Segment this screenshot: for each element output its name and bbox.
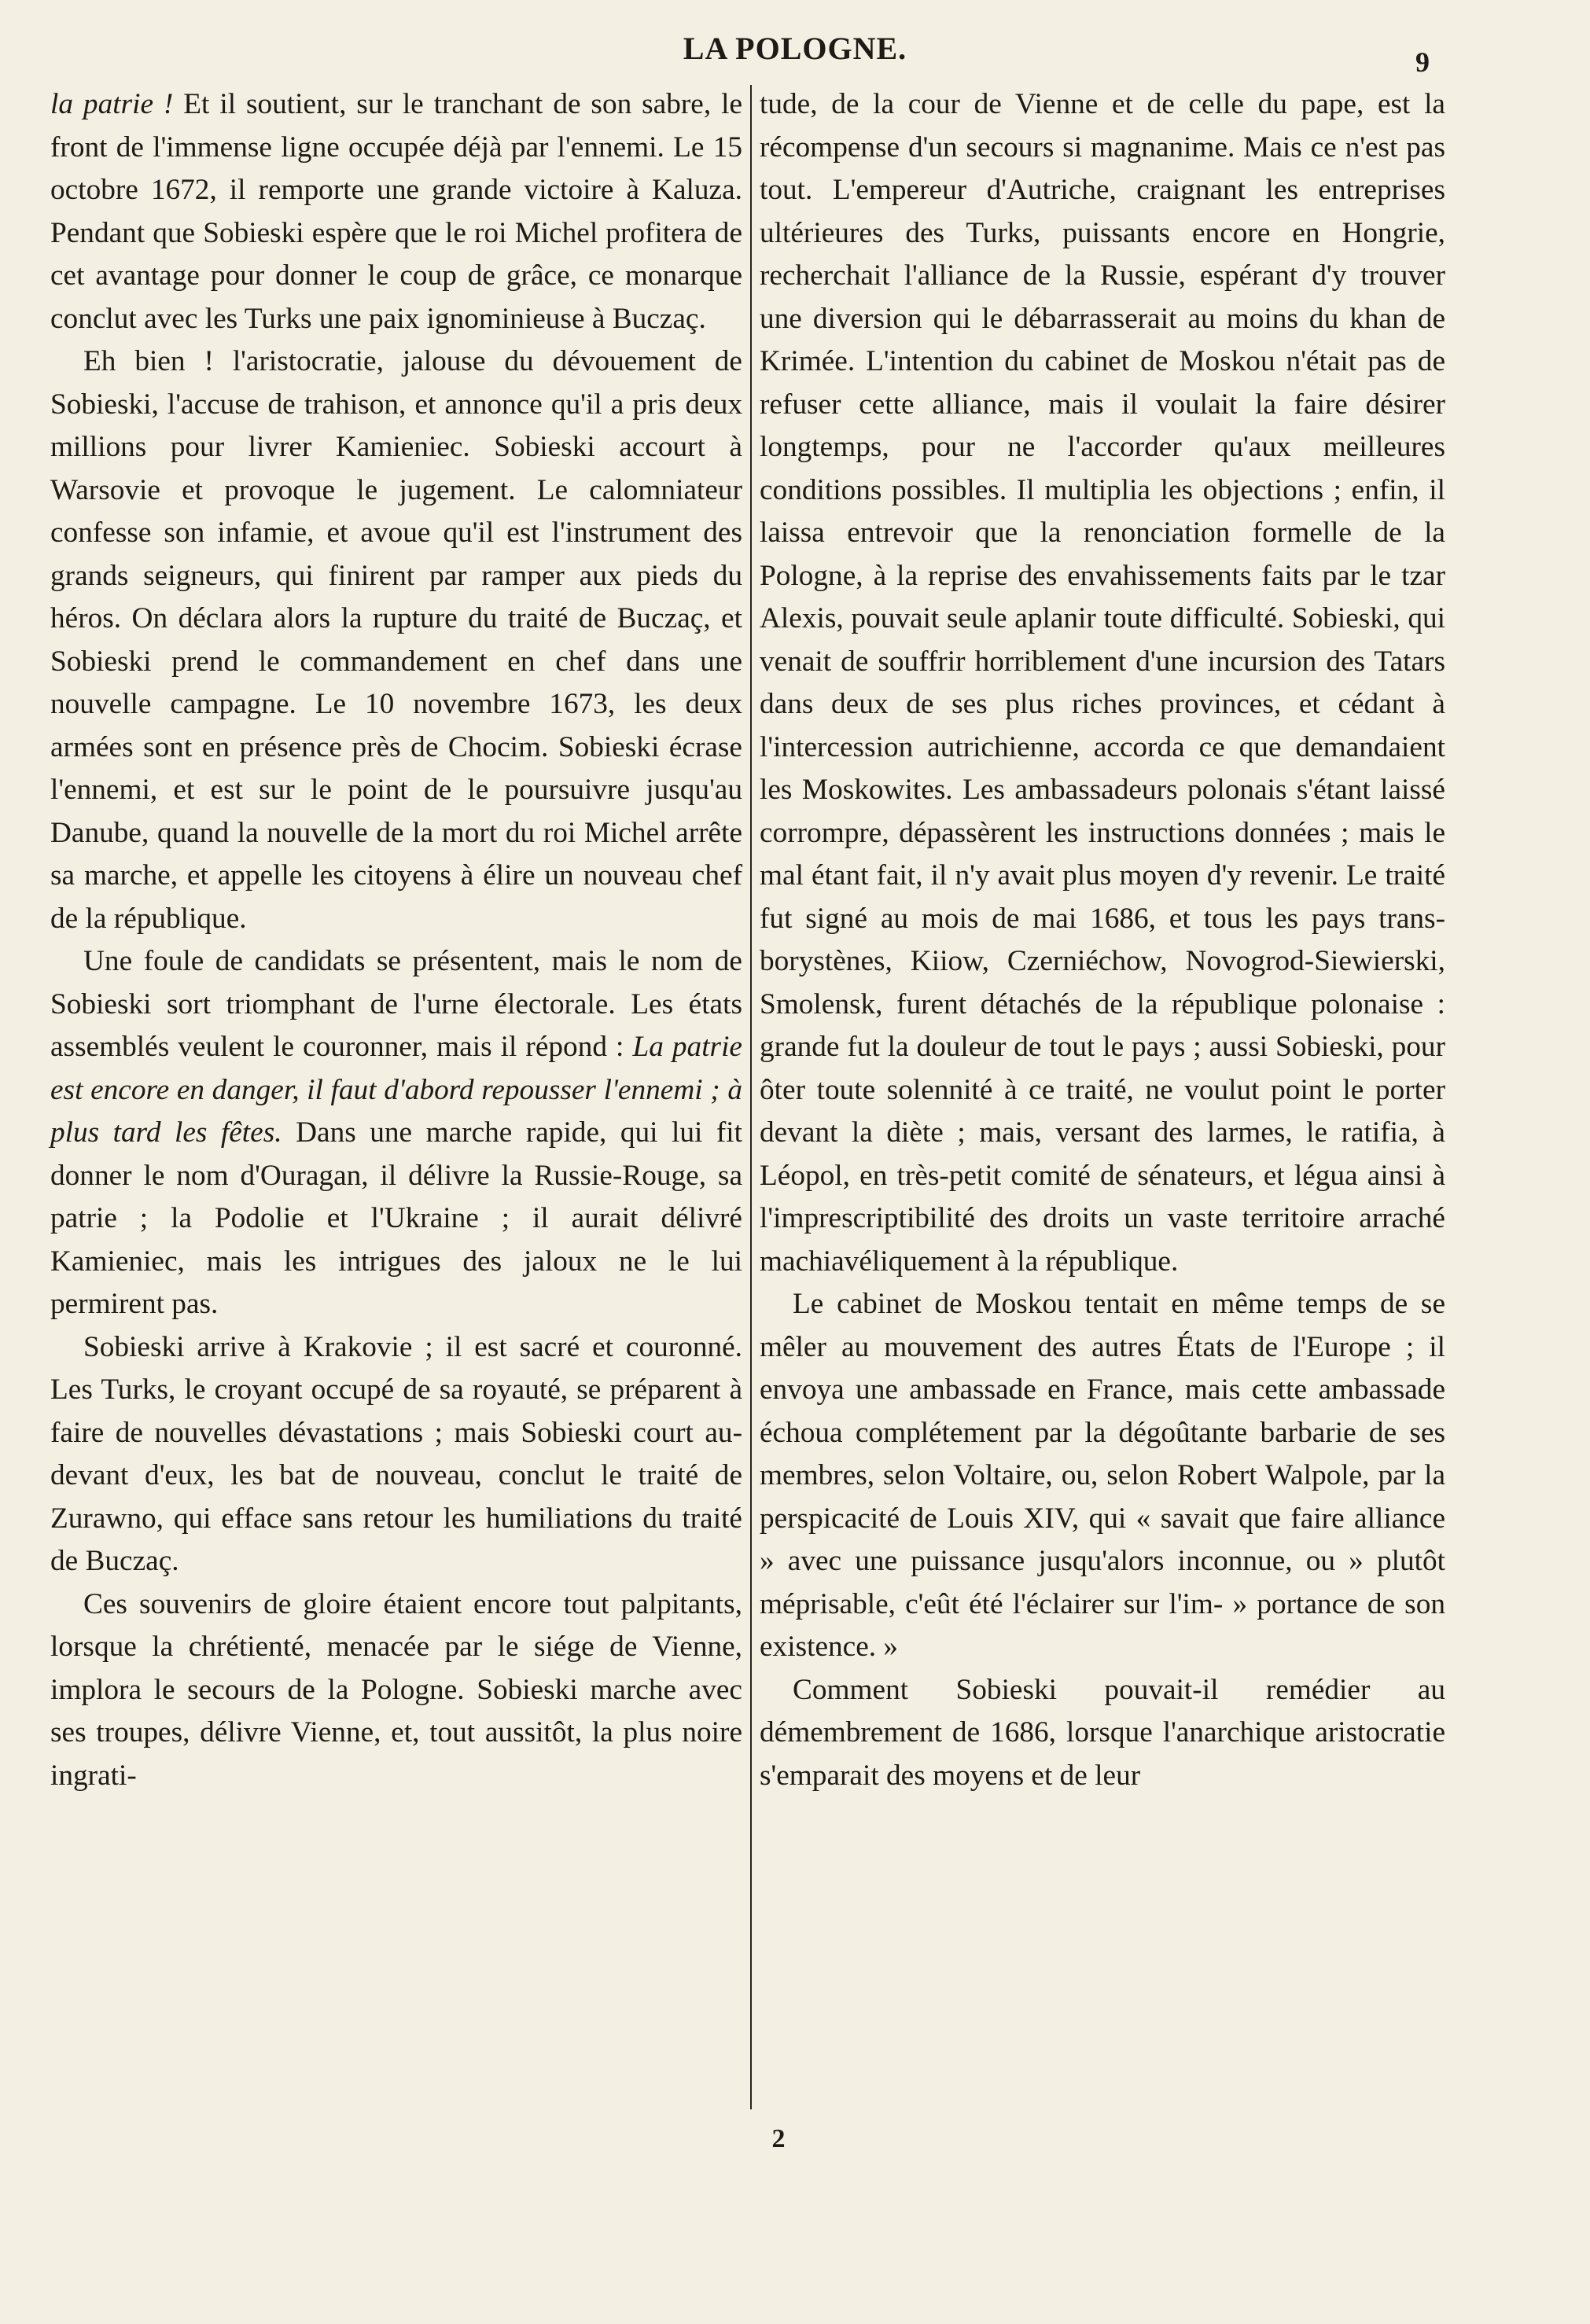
paragraph: Sobieski arrive à Krakovie ; il est sacré et couronné. Les Turks, le croyant occupé de sa royauté, se préparent à faire de nouvelles dévastations ; mais Sobieski court au-devant d'eux, les bat de nouveau, conclut le traité de Zurawno, qui efface sans retour les humiliations du traité de Buczaç. — [50, 1330, 742, 1577]
paragraph — [50, 940, 742, 1326]
running-head: LA POLOGNE. — [683, 31, 907, 66]
paragraph: Le cabinet de Moskou tentait en même temps de se mêler au mouvement des autres États de l'Europe ; il envoya une ambassade en France, mais cette ambassade échoua complétement par la dégoûtante barbarie de ses membres, selon Voltaire, ou, selon Robert Walpole, par la perspicacité de Louis XIV, qui « savait que faire alliance » avec une puissance jusqu'alors inconnue, ou » plutôt méprisable, c'eût été l'éclairer sur l'im- » portance de son existence. » — [760, 1288, 1445, 1663]
italic-quote: La patrie est encore en danger, il faut d'abord repousser l'ennemi ; à plus tard les fêtes. — [50, 1031, 742, 1149]
paragraph: tude, de la cour de Vienne et de celle du pape, est la récompense d'un secours si magnanime. Mais ce n'est pas tout. L'empereur d'Autriche, craignant les entreprises ultérieures des Turks, puissants encore en Hongrie, recherchait l'alliance de la Russie, espérant d'y trouver une diversion qui le débarrasserait au moins du khan de Krimée. L'intention du cabinet de Moskou n'était pas de refuser cette alliance, mais il voulait la faire désirer longtemps, pour ne l'accorder qu'aux meilleures conditions possibles. Il multiplia les objections ; enfin, il laissa entrevoir que la renonciation formelle de la Pologne, à la reprise des envahissements faits par le tzar Alexis, pouvait seule aplanir toute difficulté. Sobieski, qui venait de souffrir horriblement d'une incursion des Tatars dans deux de ses plus riches provinces, et cédant à l'intercession autrichienne, accorda ce que demandaient les Moskowites. Les ambassadeurs polonais s'étant laissé corrompre, dépassèrent les instructions données ; mais le mal étant fait, il n'y avait plus moyen d'y revenir. Le traité fut signé au mois de mai 1686, et tous les pays trans-borystènes, Kiiow, Czerniéchow, Novogrod-Siewierski, Smolensk, furent détachés de la république polonaise : grande fut la douleur de tout le pays ; aussi Sobieski, pour ôter toute solennité à ce traité, ne voulut point le porter devant la diète ; mais, versant des larmes, le ratifia, à Léopol, en très-petit comité de sénateurs, et légua ainsi à l'imprescriptibilité des droits un vaste territoire arraché machiavéliquement à la république. — [760, 88, 1445, 1278]
paragraph: Eh bien ! l'aristocratie, jalouse du dévouement de Sobieski, l'accuse de trahison, et annonce qu'il a pris deux millions pour livrer Kamieniec. Sobieski accourt à Warsovie et provoque le jugement. Le calomniateur confesse son infamie, et avoue qu'il est l'instrument des grands seigneurs, qui finirent par ramper aux pieds du héros. On déclara alors la rupture du traité de Buczaç, et Sobieski prend le commandement en chef dans une nouvelle campagne. Le 10 novembre 1673, les deux armées sont en présence près de Chocim. Sobieski écrase l'ennemi, et est sur le point de le poursuivre jusqu'au Danube, quand la nouvelle de la mort du roi Michel arrête sa marche, et appelle les citoyens à élire un nouveau chef de la république. — [50, 345, 742, 935]
paragraph-text: Dans une marche rapide, qui lui fit donner le nom d'Ouragan, il délivre la Russie-Rouge, sa patrie ; la Podolie et l'Ukraine ; il aurait délivré Kamieniec, mais les intrigues des jaloux ne le lui permirent pas. — [50, 1116, 743, 1320]
paragraph-text: Une foule de candidats se présentent, mais le nom de Sobieski sort triomphant de l'urne électorale. Les états assemblés veulent le couronner, mais il répond : — [50, 945, 742, 1063]
column-rule — [750, 85, 752, 2109]
paragraph — [50, 83, 742, 340]
signature-mark: 2 — [771, 2124, 786, 2153]
page-number: 9 — [1415, 46, 1430, 78]
paragraph: Comment Sobieski pouvait-il remédier au démembrement de 1686, lorsque l'anarchique aristocratie s'emparait des moyens et de leur — [760, 1673, 1445, 1792]
right-column — [760, 83, 1445, 2112]
paragraph: Ces souvenirs de gloire étaient encore tout palpitants, lorsque la chrétienté, menacée par le siége de Vienne, implora le secours de la Pologne. Sobieski marche avec ses troupes, délivre Vienne, et, tout aussitôt, la plus noire ingrati- — [50, 1587, 742, 1792]
left-column — [50, 83, 742, 2112]
italic-phrase: la patrie ! — [50, 88, 174, 120]
paragraph-text: Et il soutient, sur le tranchant de son sabre, le front de l'immense ligne occupée déjà par l'ennemi. Le 15 octobre 1672, il remporte une grande victoire à Kaluza. Pendant que Sobieski espère que le roi Michel profitera de cet avantage pour donner le coup de grâce, ce monarque conclut avec les Turks une paix ignominieuse à Buczaç. — [50, 88, 743, 335]
